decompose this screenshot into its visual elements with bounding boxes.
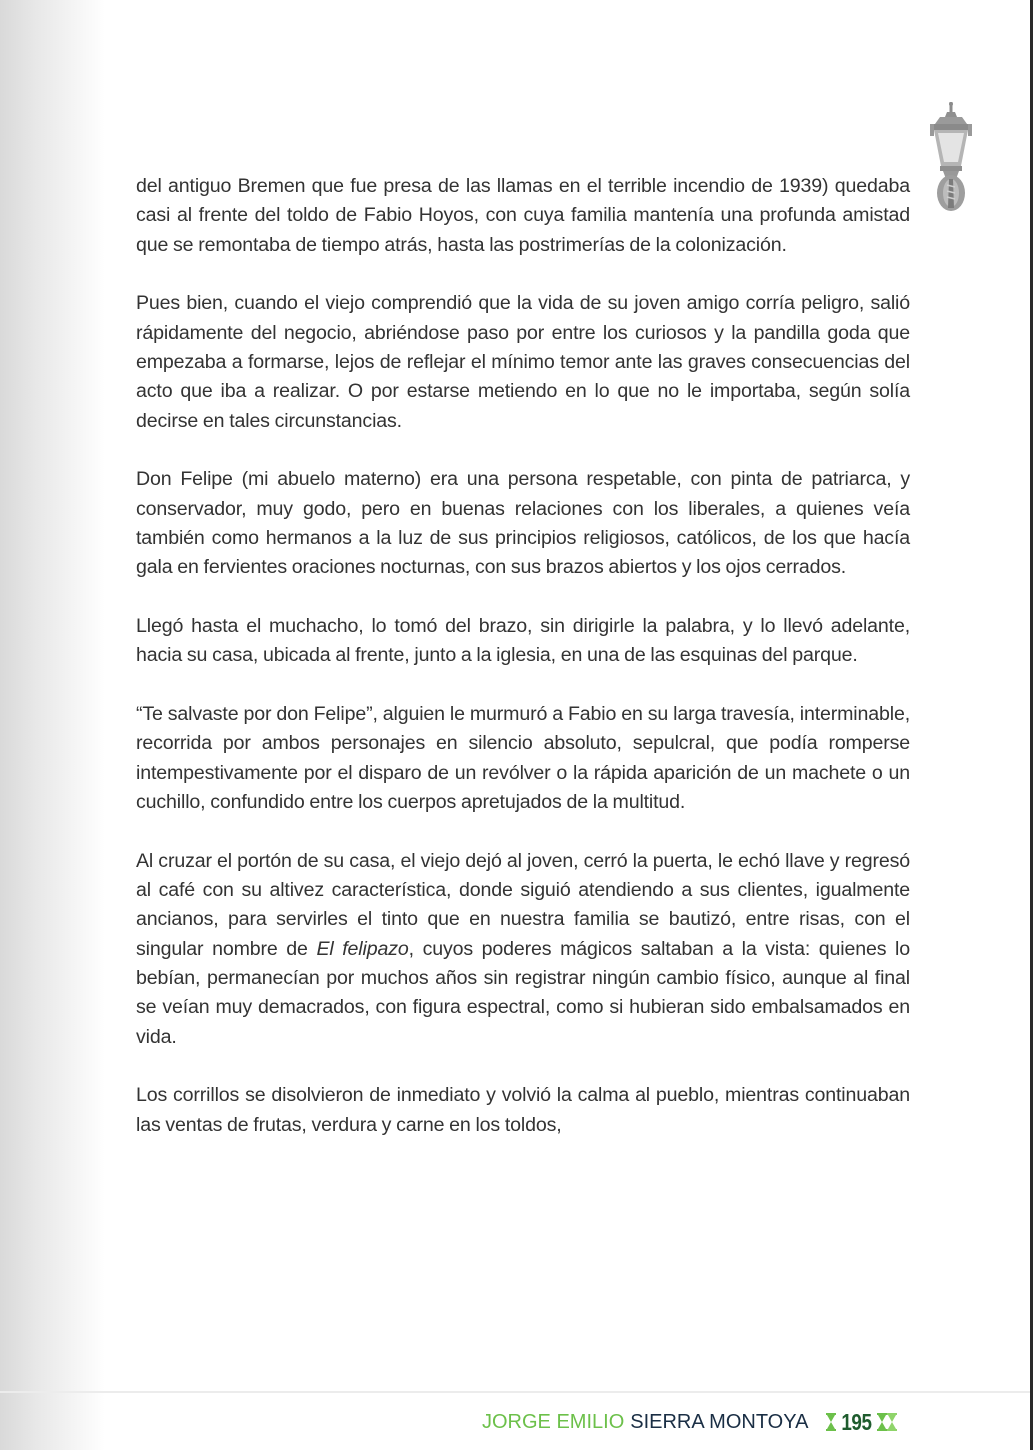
hourglass-icon: [877, 1413, 887, 1431]
page-gutter-shadow: [0, 0, 105, 1450]
italic-title: El felipazo: [316, 937, 409, 960]
page-footer: [482, 1407, 897, 1437]
paragraph-text: , cuyos poderes mágicos saltaban a la vista: quienes lo bebían, permanecían por muchos años sin registrar ningún cambio físico, aunque al final se veían muy demacrados, con figura espectral, como si hubieran sido embalsamados en vida.: [136, 937, 911, 1048]
paragraph: [136, 847, 910, 1052]
page-number: 195: [841, 1408, 872, 1435]
hourglass-icon: [887, 1413, 897, 1431]
paragraph-text: Al cruzar el portón de su casa, el viejo dejó al joven, cerró la puerta, le echó llave y regresó al café con su altivez característica, donde siguió atendiendo a sus clientes, igualmente ancianos, para servirles el tinto que en nuestra familia se bautizó, entre risas, con el singular nombre de: [136, 849, 910, 960]
street-lamp-icon: [925, 100, 977, 215]
hourglass-icon: [826, 1413, 836, 1431]
page-number-box: [826, 1409, 897, 1436]
paragraph: Los corrillos se disolvieron de inmediato y volvió la calma al pueblo, mientras continuaban las ventas de frutas, verdura y carne en los toldos,: [136, 1084, 910, 1136]
body-text: [136, 172, 910, 1140]
paragraph: “Te salvaste por don Felipe”, alguien le murmuró a Fabio en su larga travesía, interminable, recorrida por ambos personajes en silencio absoluto, sepulcral, que podía romperse intempestivamente por el disparo de un revólver o la rápida aparición de un machete o un cuchillo, confundido entre los cuerpos apretujados de la multitud.: [136, 703, 910, 814]
paragraph: del antiguo Bremen que fue presa de las llamas en el terrible incendio de 1939) quedaba casi al frente del toldo de Fabio Hoyos, con cuya familia mantenía una profunda amistad que se remontaba de tiempo atrás, hasta las postrimerías de la colonización.: [136, 175, 910, 256]
paragraph: Llegó hasta el muchacho, lo tomó del brazo, sin dirigirle la palabra, y lo llevó adelante, hacia su casa, ubicada al frente, junto a la iglesia, en una de las esquinas del parque.: [136, 615, 910, 667]
author-first-name: JORGE EMILIO: [482, 1410, 625, 1433]
author-last-name: SIERRA MONTOYA: [630, 1410, 809, 1433]
paragraph: Don Felipe (mi abuelo materno) era una persona respetable, con pinta de patriarca, y conservador, muy godo, pero en buenas relaciones con los liberales, a quienes veía también como hermanos a la luz de sus principios religiosos, católicos, de los que hacía gala en fervientes oraciones nocturnas, con sus brazos abiertos y los ojos cerrados.: [136, 468, 910, 579]
paragraph: Pues bien, cuando el viejo comprendió que la vida de su joven amigo corría peligro, salió rápidamente del negocio, abriéndose paso por entre los curiosos y la pandilla goda que empezaba a formarse, lejos de reflejar el mínimo temor ante las graves consecuencias del acto que iba a realizar. O por estarse metiendo en lo que no le importaba, según solía decirse en tales circunstancias.: [136, 292, 910, 432]
footer-divider: [0, 1391, 1030, 1393]
